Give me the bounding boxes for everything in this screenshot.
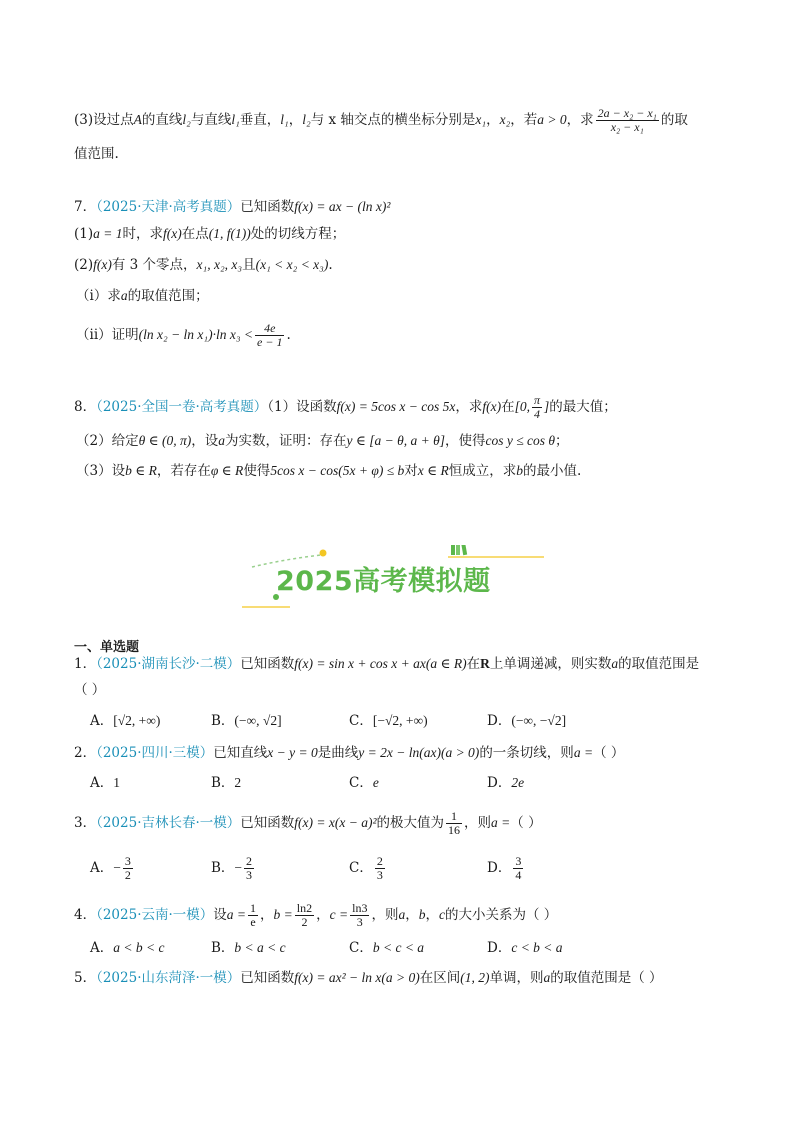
q3-option-b[interactable]: B．− $\frac{2}{3}$: [211, 854, 253, 882]
q6-part3-line2: 值范围.: [74, 146, 119, 162]
q1-source: （2025·湖南长沙·二模）: [96, 656, 241, 672]
q5-source: （2025·山东菏泽·一模）: [96, 970, 241, 986]
q7-source: （2025·天津·高考真题）: [96, 199, 241, 215]
q1-stem: 1．（2025·湖南长沙·二模）已知函数f(x) = sin x + cos x + ax(a ∈ R)在R上单调递减，则实数a的取值范围是: [74, 656, 700, 672]
q3-option-c[interactable]: C． $\frac{2}{3}$: [349, 854, 383, 882]
banner-dot-yellow: [320, 550, 327, 557]
q3-option-a-fraction: $\frac{3}{2}$: [124, 854, 131, 882]
q8-stem: 8．（2025·全国一卷·高考真题）（1）设函数f(x) = 5cos x − cos 5x，求f(x)在[0, $\frac{\pi}{4}$ ]的最大值；: [74, 393, 617, 421]
q3-option-b-fraction: $\frac{2}{3}$: [246, 854, 253, 882]
q3-option-d[interactable]: D． $\frac{3}{4}$: [487, 854, 522, 882]
q2-option-c[interactable]: C．e: [349, 775, 379, 791]
q1-option-b[interactable]: B．(−∞, √2]: [211, 713, 282, 729]
q3-option-c-fraction: $\frac{2}{3}$: [376, 854, 383, 882]
q4-c-fraction: $\frac{\ln 3}{3}$: [352, 901, 368, 929]
q4-b-fraction: $\frac{\ln 2}{2}$: [296, 901, 313, 929]
q3-option-a[interactable]: A．− $\frac{3}{2}$: [90, 854, 131, 882]
books-icon: [451, 545, 467, 555]
q4-option-a[interactable]: A．a < b < c: [90, 940, 165, 956]
q8-part2: （2）给定θ ∈ (0, π)，设a为实数，证明：存在y ∈ [a − θ, a + θ]，使得cos y ≤ cos θ；: [76, 433, 569, 449]
q1-option-d[interactable]: D．(−∞, −√2]: [487, 713, 567, 729]
q2-option-d[interactable]: D．2e: [487, 775, 525, 791]
q8-part3: （3）设b ∈ R，若存在φ ∈ R使得5cos x − cos(5x + φ) ≤ b对x ∈ R恒成立，求b的最小值.: [76, 463, 582, 479]
q4-stem: 4．（2025·云南·一模）设a = $\frac{1}{e}$ ，b = $\frac{\ln 2}{2}$ ，c = $\frac{\ln 3}{3}$ ，则a，b，c的大小关系为（ ）: [74, 901, 558, 929]
q8-source: （2025·全国一卷·高考真题）: [96, 399, 268, 415]
q2-option-b[interactable]: B．2: [211, 775, 242, 791]
section-heading: 一、单选题: [74, 640, 140, 655]
q2-stem: 2．（2025·四川·三模）已知直线x − y = 0是曲线y = 2x − ln(ax)(a > 0)的一条切线，则a =（ ）: [74, 745, 625, 761]
q4-option-c[interactable]: C．b < c < a: [349, 940, 425, 956]
banner-title: 2025高考模拟题: [276, 566, 491, 597]
q6-part3-line1: (3)设过点A的直线l₂与直线l₁垂直，l₁，l₂与 x 轴交点的横坐标分别是x₁，x₂，若a > 0，求 $\frac{\text{2a − x₂ − x₁}}{\text{x₂ − x₁}}$ 的取: [74, 106, 688, 134]
q3-source: （2025·吉林长春·一模）: [96, 815, 241, 831]
q4-a-fraction: $\frac{1}{e}$: [250, 901, 257, 929]
q7-part2-ii: （ii）证明(ln x₂ − ln x₁)·ln x₃ < $\frac{4e}{e - 1}$ .: [76, 321, 291, 349]
q2-option-a[interactable]: A．1: [90, 775, 120, 791]
q1-option-a[interactable]: A．[√2, +∞): [90, 713, 161, 729]
q4-option-b[interactable]: B．b < a < c: [211, 940, 286, 956]
q7-fraction: $\frac{4e}{e - 1}$: [257, 321, 283, 349]
q4-option-d[interactable]: D．c < b < a: [487, 940, 563, 956]
q7-part2-i: （i）求a的取值范围；: [76, 288, 209, 304]
q7-part2: (2)f(x)有 3 个零点，x₁, x₂, x₃且(x₁ < x₂ < x₃).: [74, 257, 333, 273]
q7-stem: 7．（2025·天津·高考真题）已知函数f(x) = ax − (ln x)²: [74, 199, 391, 215]
q3-option-d-fraction: $\frac{3}{4}$: [515, 854, 522, 882]
q1-paren: （ ）: [74, 682, 106, 698]
q1-option-c[interactable]: C．[−√2, +∞): [349, 713, 428, 729]
q2-source: （2025·四川·三模）: [96, 745, 214, 761]
q5-stem: 5．（2025·山东菏泽·一模）已知函数f(x) = ax² − ln x(a > 0)在区间(1, 2)单调，则a的取值范围是（ ）: [74, 970, 663, 986]
q8-interval-fraction: $\frac{\pi}{4}$: [533, 393, 540, 421]
q4-source: （2025·云南·一模）: [96, 907, 214, 923]
q6-fraction: $\frac{\text{2a − x₂ − x₁}}{\text{x₂ − x₁}}$: [597, 106, 657, 134]
q3-max-fraction: $\frac{1}{16}$: [448, 809, 461, 837]
q7-part1: (1)a = 1时，求f(x)在点(1, f(1))处的切线方程；: [74, 226, 346, 242]
q3-stem: 3．（2025·吉林长春·一模）已知函数f(x) = x(x − a)²的极大值为 $\frac{1}{16}$ ，则a =（ ）: [74, 809, 542, 837]
